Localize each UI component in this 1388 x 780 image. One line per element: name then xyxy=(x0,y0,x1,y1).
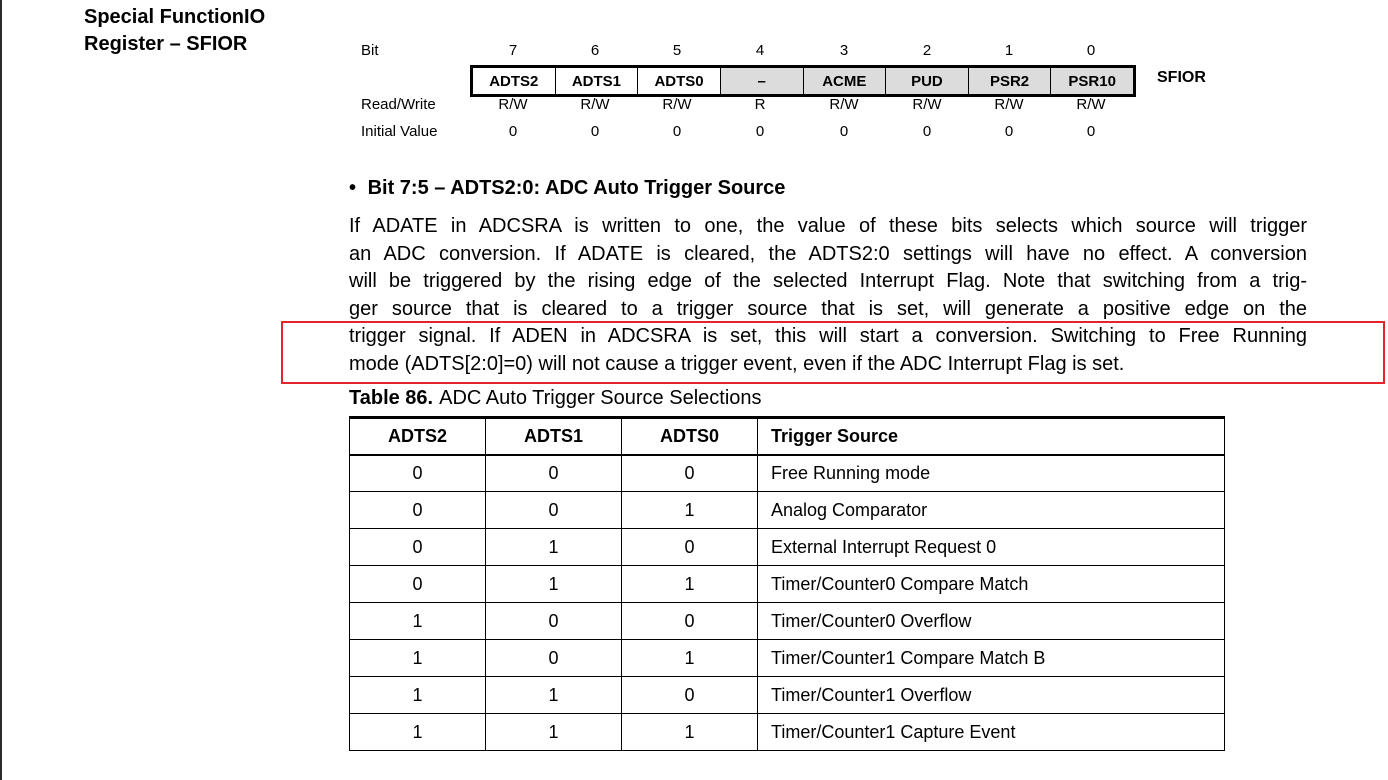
register-name: SFIOR xyxy=(1157,69,1206,86)
column-header-adts1: ADTS1 xyxy=(486,418,622,455)
table-cell: 1 xyxy=(622,714,758,751)
bit-initial-value: 0 xyxy=(590,123,600,140)
bit-access: R xyxy=(754,96,766,113)
table-row xyxy=(350,455,1225,492)
table-cell: 0 xyxy=(350,455,486,492)
table-row xyxy=(350,492,1225,529)
table-cell: 1 xyxy=(622,492,758,529)
column-header-trigger-source: Trigger Source xyxy=(758,418,1225,455)
bit-number: 3 xyxy=(839,42,849,59)
bit-initial-value: 0 xyxy=(672,123,682,140)
table-caption-label: Table 86. xyxy=(349,387,434,409)
table-cell: Timer/Counter1 Capture Event xyxy=(758,714,1225,751)
bit-initial-value: 0 xyxy=(755,123,765,140)
bullet-heading-text: Bit 7:5 – ADTS2:0: ADC Auto Trigger Source xyxy=(367,177,786,199)
table-row xyxy=(350,603,1225,640)
bit-number: 5 xyxy=(672,42,682,59)
section-title-line-1: Special FunctionIO xyxy=(84,6,266,28)
bullet-symbol: • xyxy=(349,177,357,199)
table-cell: Timer/Counter1 Overflow xyxy=(758,677,1225,714)
bit-access: R/W xyxy=(994,96,1024,113)
paragraph-line: If ADATE in ADCSRA is written to one, the value of these bits selects which source will trigger xyxy=(349,215,1307,237)
table-cell: 0 xyxy=(486,603,622,640)
table-cell: Analog Comparator xyxy=(758,492,1225,529)
table-cell: 0 xyxy=(622,603,758,640)
bit-access: R/W xyxy=(498,96,528,113)
section-title xyxy=(84,4,265,58)
bit-number: 4 xyxy=(755,42,765,59)
table-cell: 1 xyxy=(350,603,486,640)
bit-field-reserved: – xyxy=(721,68,804,94)
column-header-adts2: ADTS2 xyxy=(350,418,486,455)
table-row xyxy=(350,529,1225,566)
table-cell: 0 xyxy=(486,492,622,529)
table-row xyxy=(350,640,1225,677)
read-write-row-label: Read/Write xyxy=(361,96,436,113)
table-cell: Timer/Counter1 Compare Match B xyxy=(758,640,1225,677)
bit-initial-value: 0 xyxy=(1086,123,1096,140)
table-cell: 0 xyxy=(486,455,622,492)
table-cell: 1 xyxy=(622,640,758,677)
trigger-source-table xyxy=(349,416,1225,751)
paragraph-line: ger source that is cleared to a trigger source that is set, will generate a positive edge on the xyxy=(349,297,1307,320)
bit-field-adts2: ADTS2 xyxy=(473,68,556,94)
table-cell: 0 xyxy=(622,529,758,566)
table-cell: 1 xyxy=(486,566,622,603)
table-row xyxy=(350,714,1225,751)
bit-access: R/W xyxy=(662,96,692,113)
paragraph-line: an ADC conversion. If ADATE is cleared, the ADTS2:0 settings will have no effect. A conversion xyxy=(349,242,1307,265)
bit-initial-value: 0 xyxy=(508,123,518,140)
bit-number: 2 xyxy=(922,42,932,59)
bit-number: 0 xyxy=(1086,42,1096,59)
table-cell: 1 xyxy=(486,677,622,714)
bit-row-label: Bit xyxy=(361,42,379,59)
table-cell: 1 xyxy=(350,714,486,751)
bit-number: 1 xyxy=(1004,42,1014,59)
table-header-row xyxy=(350,418,1225,455)
table-cell: 0 xyxy=(622,677,758,714)
bit-access: R/W xyxy=(829,96,859,113)
table-row xyxy=(350,566,1225,603)
page-left-border xyxy=(0,0,2,780)
table-cell: Timer/Counter0 Overflow xyxy=(758,603,1225,640)
bit-field-psr2: PSR2 xyxy=(969,68,1052,94)
table-cell: 0 xyxy=(350,529,486,566)
bit-field-pud: PUD xyxy=(886,68,969,94)
table-cell: 0 xyxy=(350,492,486,529)
bit-access: R/W xyxy=(1076,96,1106,113)
table-cell: 1 xyxy=(350,640,486,677)
table-cell: Timer/Counter0 Compare Match xyxy=(758,566,1225,603)
table-cell: External Interrupt Request 0 xyxy=(758,529,1225,566)
bit-field-adts0: ADTS0 xyxy=(638,68,721,94)
bit-access: R/W xyxy=(912,96,942,113)
bit-initial-value: 0 xyxy=(922,123,932,140)
table-cell: 1 xyxy=(622,566,758,603)
paragraph-line: trigger signal. If ADEN in ADCSRA is set, this will start a conversion. Switching to Free Running xyxy=(349,325,1307,347)
table-cell: 1 xyxy=(486,714,622,751)
table-cell: 1 xyxy=(350,677,486,714)
table-caption xyxy=(349,385,762,411)
bit-initial-value: 0 xyxy=(1004,123,1014,140)
table-cell: 0 xyxy=(622,455,758,492)
bit-initial-value: 0 xyxy=(839,123,849,140)
bit-description-heading xyxy=(349,175,785,201)
table-cell: 0 xyxy=(350,566,486,603)
bit-access: R/W xyxy=(580,96,610,113)
table-cell: 0 xyxy=(486,640,622,677)
bit-field-psr10: PSR10 xyxy=(1051,68,1133,94)
section-title-line-2: Register – SFIOR xyxy=(84,33,248,55)
column-header-adts0: ADTS0 xyxy=(622,418,758,455)
paragraph-line: will be triggered by the rising edge of the selected Interrupt Flag. Note that switching from a trig- xyxy=(349,270,1307,292)
register-bit-fields xyxy=(470,65,1136,97)
table-cell: Free Running mode xyxy=(758,455,1225,492)
highlight-box xyxy=(281,321,1385,384)
bit-number: 7 xyxy=(508,42,518,59)
table-cell: 1 xyxy=(486,529,622,566)
initial-value-row-label: Initial Value xyxy=(361,123,438,140)
bit-field-acme: ACME xyxy=(804,68,887,94)
paragraph-line: mode (ADTS[2:0]=0) will not cause a trigger event, even if the ADC Interrupt Flag is set. xyxy=(349,352,1125,375)
table-caption-text: ADC Auto Trigger Source Selections xyxy=(439,387,762,409)
bit-number: 6 xyxy=(590,42,600,59)
bit-field-adts1: ADTS1 xyxy=(556,68,639,94)
table-row xyxy=(350,677,1225,714)
